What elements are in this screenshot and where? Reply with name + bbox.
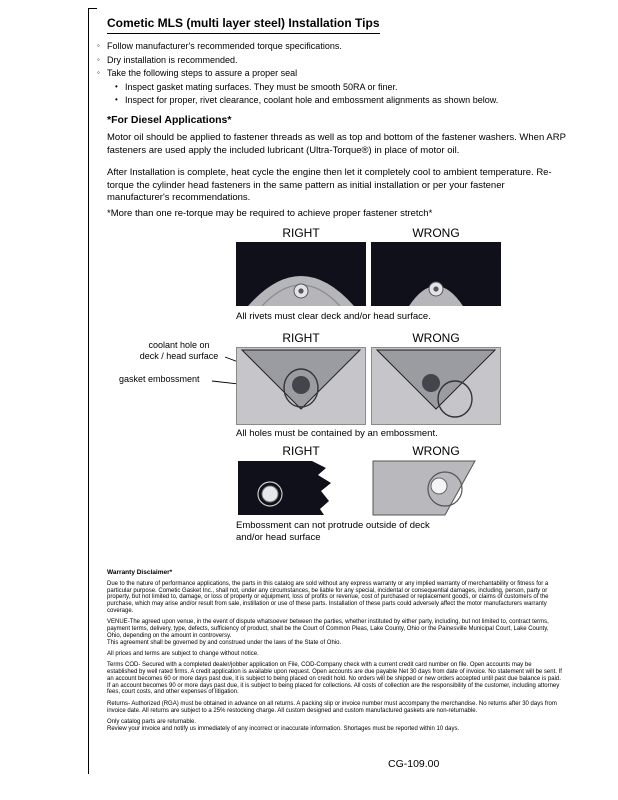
page-corner-tick xyxy=(88,8,97,9)
gasket-embossment-label: gasket embossment xyxy=(119,374,200,384)
tip-text: Follow manufacturer's recommended torque specifications. xyxy=(107,41,342,51)
row3-caption xyxy=(236,520,506,544)
warranty-paragraph-prices: All prices and terms are subject to change without notice. xyxy=(107,650,259,657)
list-item xyxy=(115,95,569,105)
installation-tips-list xyxy=(97,41,569,109)
wrong-label-row2: WRONG xyxy=(412,331,460,345)
tip-text: Inspect gasket mating surfaces. They must be smooth 50RA or finer. xyxy=(125,81,398,92)
right-label-row2: RIGHT xyxy=(282,331,320,345)
warranty-paragraph-returnable: Only catalog parts are returnable. xyxy=(107,718,197,725)
row1-caption: All rivets must clear deck and/or head surface. xyxy=(236,311,431,322)
tip-text: Take the following steps to assure a proper seal xyxy=(107,68,298,78)
tip-text: Inspect for proper, rivet clearance, coolant hole and embossment alignments as shown below. xyxy=(125,95,499,105)
wrong-label-row3: WRONG xyxy=(412,444,460,458)
open-bullet-icon xyxy=(97,68,107,78)
list-item xyxy=(97,41,569,51)
right-label-row1: RIGHT xyxy=(282,226,320,240)
diagram-rivet-clearance-right xyxy=(236,242,366,306)
list-item xyxy=(115,82,569,92)
warranty-paragraph-terms: Terms COD- Secured with a completed dealer/jobber application on File, COD-Company check with a current credit card number on file. Open accounts may be established by well rated firms. A credit application is available upon request. Open accounts are due payable Net 30 days from date of invoice. No statement will be sent. If an account becomes 60 or more days past due, it is subject to being placed on credit hold. No orders will be shipped or new orders accepted until past due balance is paid. If an account becomes 90 or more days past due, it is subject to being placed for collections. All costs of collection are the responsibility of the customer, including attorney fees, court costs, and other expenses of litigation. xyxy=(107,662,562,696)
diagram-embossment-containment-wrong xyxy=(371,347,501,425)
page-margin-rule xyxy=(88,8,89,774)
warranty-paragraph-governing-law: This agreement shall be governed by and construed under the laws of the State of Ohio. xyxy=(107,639,342,646)
filled-bullet-icon xyxy=(115,95,125,105)
diesel-applications-heading: *For Diesel Applications* xyxy=(107,114,232,126)
diagram-embossment-protrusion-right xyxy=(236,459,366,517)
wrong-label-row1: WRONG xyxy=(412,226,460,240)
page-code: CG-109.00 xyxy=(388,758,440,770)
warranty-paragraph-liability: Due to the nature of performance applications, the parts in this catalog are sold without any express warranty or any implied warranty of merchantability or fitness for a particular purpose. Cometic Gasket Inc., shall not, under any circumstances, be liable for any special, incidental or consequential damages, including, person, party or property, but not limited to, damage, or loss of property or equipment, loss of profits or revenue, cost of purchased or replacement goods, or claims of customers of the purchase, which may arise and/or result from sale, instillation or use of these parts. Installation of these parts could adversely affect the motor manufacturers warranty coverage. xyxy=(107,580,549,614)
diagram-embossment-containment-right xyxy=(236,347,366,425)
coolant-hole-label-line2: deck / head surface xyxy=(139,351,219,361)
tip-text: Dry installation is recommended. xyxy=(107,54,238,65)
warranty-heading: Warranty Disclaimer* xyxy=(107,569,173,576)
warranty-paragraph-returns: Returns- Authorized (RGA) must be obtained in advance on all returns. A packing slip or invoice number must accompany the merchandise. No returns after 30 days from invoice date. All returns are subject to a 25% restocking charge. All custom designed and custom manufactured gaskets are non-returnable. xyxy=(107,700,557,714)
list-item xyxy=(97,55,569,65)
row3-caption-line2: and/or head surface xyxy=(236,532,321,543)
retorque-note: *More than one re-torque may be required to achieve proper fastener stretch* xyxy=(107,208,433,219)
warranty-disclaimer xyxy=(107,570,563,737)
warranty-paragraph-venue: VENUE-The agreed upon venue, in the event of dispute whatsoever between the parties, whether instituted by either party, including, but not limited to, contract terms, payment terms, delivery, type, defects, sufficiency of product, shall be the Court of Common Pleas, Lake County, Ohio or the Painesville Municipal Court, Lake County, Ohio, depending on the amount in controversy. xyxy=(107,619,549,639)
warranty-paragraph-review: Review your invoice and notify us immediately of any incorrect or inaccurate information. Shortages must be reported within 10 days. xyxy=(107,725,460,732)
page-title: Cometic MLS (multi layer steel) Installation Tips xyxy=(107,16,380,34)
open-bullet-icon xyxy=(97,41,107,51)
right-label-row3: RIGHT xyxy=(282,444,320,458)
row3-caption-line1: Embossment can not protrude outside of deck xyxy=(236,520,430,531)
list-item xyxy=(97,68,569,78)
coolant-hole-label-line1: coolant hole on xyxy=(148,340,210,350)
row2-caption: All holes must be contained by an embossment. xyxy=(236,428,438,439)
diagram-embossment-protrusion-wrong xyxy=(371,459,501,517)
filled-bullet-icon xyxy=(115,82,125,92)
diesel-paragraph-1: Motor oil should be applied to fastener threads as well as top and bottom of the fastener washers. When ARP fasteners are used apply the included lubricant (Ultra-Torque®) in place of motor oil. xyxy=(107,132,566,156)
diagram-rivet-clearance-wrong xyxy=(371,242,501,306)
diesel-paragraph-2: After Installation is complete, heat cycle the engine then let it completely cool to ambient temperature. Re-torque the cylinder head fasteners in the same pattern as initial installation or per your fastener manufacturer's recommendations. xyxy=(107,167,552,203)
open-bullet-icon xyxy=(97,55,107,65)
